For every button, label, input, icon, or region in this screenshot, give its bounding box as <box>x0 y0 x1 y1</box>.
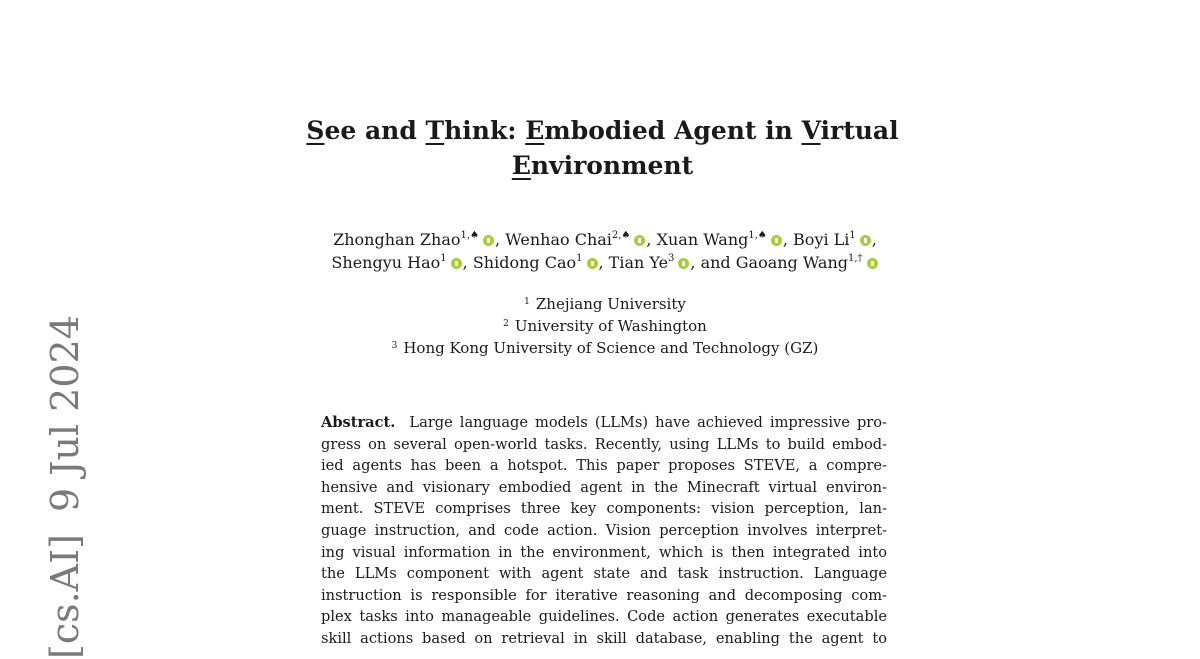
title-initial: T <box>425 116 445 145</box>
paper-title <box>250 113 955 183</box>
title-text: mbodied Agent in <box>544 116 802 145</box>
orcid-icon[interactable] <box>860 235 871 246</box>
orcid-icon[interactable] <box>483 235 494 246</box>
author-sep: , <box>495 230 506 249</box>
title-line-2 <box>250 148 955 183</box>
author-affil-sup: 1 <box>440 253 447 264</box>
affiliation-number: 1 <box>524 297 530 307</box>
author-name: Tian Ye <box>608 253 669 272</box>
author-list <box>250 228 960 274</box>
title-text: ee and <box>324 116 426 145</box>
author-sep: , <box>598 253 609 272</box>
abstract-label: Abstract. <box>321 414 396 431</box>
title-initial: S <box>306 116 325 145</box>
title-text: hink: <box>444 116 526 145</box>
author-affil-sup: 1,† <box>848 253 863 264</box>
author-name: Wenhao Chai <box>505 230 612 249</box>
title-initial: E <box>511 151 531 180</box>
affiliation-number: 2 <box>503 319 509 329</box>
title-text: irtual <box>820 116 899 145</box>
abstract-line: ied agents has been a hotspot. This paper proposes STEVE, a compre- <box>321 457 887 475</box>
arxiv-category: [cs.AI] <box>43 534 87 659</box>
author-row-1 <box>250 228 960 251</box>
orcid-icon[interactable] <box>634 235 645 246</box>
abstract <box>321 412 887 650</box>
orcid-icon[interactable] <box>678 258 689 269</box>
author-affil-sup: 1,♠ <box>748 230 767 241</box>
author-name: Shidong Cao <box>472 253 577 272</box>
abstract-line: ment. STEVE comprises three key components: vision perception, lan- <box>321 500 887 518</box>
orcid-icon[interactable] <box>771 235 782 246</box>
author-name: Shengyu Hao <box>331 253 441 272</box>
orcid-icon[interactable] <box>451 258 462 269</box>
author-affil-sup: 3 <box>668 253 675 264</box>
author-affil-sup: 1,♠ <box>460 230 480 241</box>
affiliation-number: 3 <box>391 341 398 351</box>
affiliation-list <box>250 293 960 359</box>
affiliation-name: Hong Kong University of Science and Technology (GZ) <box>403 339 819 357</box>
title-text: nvironment <box>530 151 694 180</box>
abstract-line: hensive and visionary embodied agent in the Minecraft virtual environ- <box>321 478 887 496</box>
abstract-line: instruction is responsible for iterative reasoning and decomposing com- <box>321 586 887 604</box>
author-affil-sup: 2,♠ <box>611 230 631 241</box>
arxiv-date: 9 Jul 2024 <box>43 315 87 513</box>
author-sep: , <box>646 230 657 249</box>
abstract-line: plex tasks into manageable guidelines. Code action generates executable <box>321 608 887 626</box>
author-row-2 <box>250 251 960 274</box>
title-initial: E <box>525 116 545 145</box>
author-name: Gaoang Wang <box>735 253 849 272</box>
author-affil-sup: 1 <box>576 253 583 264</box>
abstract-line: guage instruction, and code action. Vision perception involves interpret- <box>321 521 887 539</box>
author-sep: , <box>782 230 794 249</box>
affiliation-item <box>250 315 960 337</box>
abstract-line: ing visual information in the environment, which is then integrated into <box>321 543 887 561</box>
abstract-text: Large language models (LLMs) have achieved impressive pro- <box>409 414 887 431</box>
title-line-1 <box>250 113 955 148</box>
abstract-line <box>321 412 887 434</box>
affiliation-name: University of Washington <box>514 317 707 335</box>
orcid-icon[interactable] <box>587 258 598 269</box>
affiliation-name: Zhejiang University <box>535 295 686 313</box>
author-sep: , and <box>690 253 736 272</box>
author-name: Zhonghan Zhao <box>333 230 461 249</box>
author-sep: , <box>871 230 877 249</box>
arxiv-stamp <box>40 315 90 659</box>
affiliation-item <box>250 337 960 359</box>
affiliation-item <box>250 293 960 315</box>
abstract-line: gress on several open-world tasks. Recently, using LLMs to build embod- <box>321 435 887 453</box>
author-name: Xuan Wang <box>656 230 749 249</box>
title-initial: V <box>801 116 821 145</box>
author-affil-sup: 1 <box>849 230 856 241</box>
author-name: Boyi Li <box>793 230 850 249</box>
orcid-icon[interactable] <box>867 258 878 269</box>
abstract-line: skill actions based on retrieval in skill database, enabling the agent to <box>321 629 887 647</box>
author-sep: , <box>462 253 473 272</box>
abstract-line: the LLMs component with agent state and task instruction. Language <box>321 565 887 583</box>
